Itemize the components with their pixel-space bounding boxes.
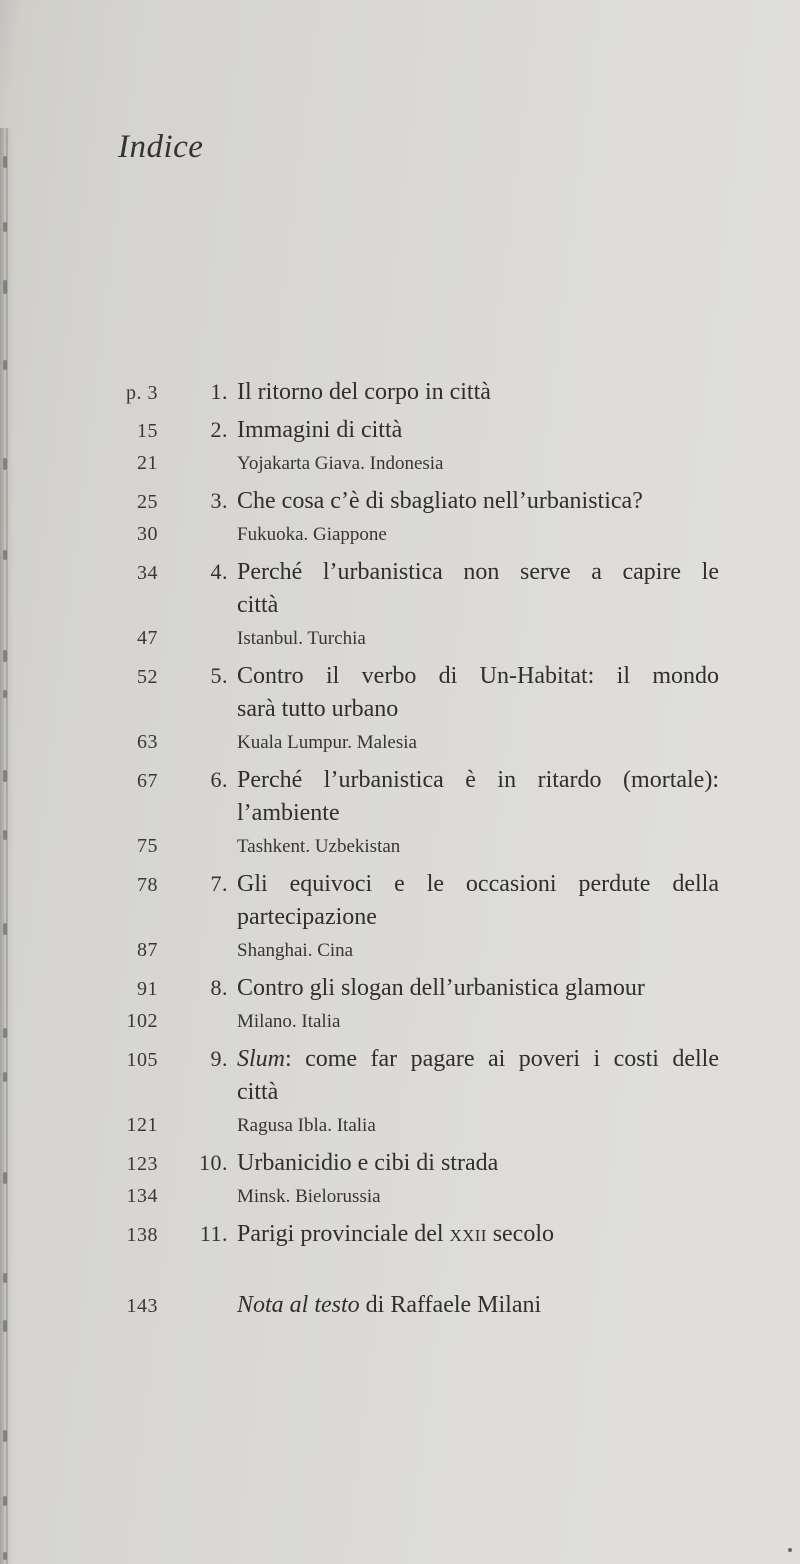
toc-entry-title	[237, 868, 719, 934]
toc-entry	[112, 830, 800, 863]
toc-page-number: 105	[126, 1049, 158, 1071]
toc-page-number: 47	[137, 627, 158, 649]
toc-title-segment: Perché l’urbanistica è in ritardo (mortale):	[237, 767, 719, 793]
toc-page-number: 134	[126, 1185, 158, 1207]
toc-entry-title-line	[237, 556, 719, 589]
toc-page-number: 102	[126, 1010, 158, 1032]
toc-entry	[112, 518, 800, 551]
binding-tick	[3, 360, 7, 370]
toc-page-number: 91	[137, 978, 158, 1000]
toc-title-segment: partecipazione	[237, 904, 377, 930]
page-binding-line	[6, 128, 8, 1564]
toc-chapter-number: 3.	[210, 488, 228, 513]
toc-entry	[112, 1180, 800, 1213]
toc-entry-title-line	[237, 518, 719, 551]
toc-entry-title	[237, 1289, 719, 1322]
toc-entry-title-line	[237, 1147, 719, 1180]
toc-entry	[112, 726, 800, 759]
toc-title-segment: xxii	[449, 1221, 487, 1247]
toc-page-number: 78	[137, 874, 158, 896]
binding-tick	[3, 1320, 7, 1332]
toc-chapter-number: 1.	[210, 379, 228, 404]
toc-entry-title-line	[237, 622, 719, 655]
toc-title-segment: Immagini di città	[237, 417, 403, 443]
toc-entry-title-line	[237, 830, 719, 863]
toc-entry-title	[237, 830, 719, 863]
toc-entry-title-line	[237, 1289, 719, 1322]
toc-entry-title-line	[237, 485, 719, 518]
toc-entry-title	[237, 518, 719, 551]
toc-entry-title	[237, 726, 719, 759]
toc-title-segment: Nota al testo	[237, 1292, 360, 1318]
toc-title-segment: Ragusa Ibla. Italia	[237, 1115, 376, 1136]
toc-entry-title-line	[237, 447, 719, 480]
toc-entry-title	[237, 1218, 719, 1251]
toc-entry-title-line	[237, 693, 719, 726]
toc-title-segment: Yojakarta Giava. Indonesia	[237, 453, 444, 474]
binding-tick	[3, 1172, 7, 1184]
toc-entry-title	[237, 447, 719, 480]
toc-entry-title	[237, 972, 719, 1005]
toc-entry-title	[237, 1109, 719, 1142]
binding-tick	[3, 1028, 7, 1038]
toc-title-segment: città	[237, 592, 279, 618]
toc-entry-title-line	[237, 901, 719, 934]
toc-entry-title	[237, 764, 719, 830]
toc-entry-title-line	[237, 1005, 719, 1038]
toc-page-number: 21	[137, 452, 158, 474]
toc-entry	[112, 556, 800, 622]
binding-tick	[3, 1430, 7, 1442]
toc-chapter-number: 8.	[210, 975, 228, 1000]
toc-entry-title-line	[237, 726, 719, 759]
toc-entry-title	[237, 414, 719, 447]
toc-title-segment: città	[237, 1079, 279, 1105]
toc-title-segment: Slum	[237, 1046, 285, 1072]
toc-title-segment: di Raffaele Milani	[359, 1292, 542, 1318]
toc-entry-title-line	[237, 934, 719, 967]
binding-tick	[3, 770, 7, 782]
binding-tick	[3, 550, 7, 560]
toc-entry-title	[237, 934, 719, 967]
toc-entry	[112, 934, 800, 967]
toc-title-segment: Kuala Lumpur. Malesia	[237, 732, 417, 753]
toc-title-segment: sarà tutto urbano	[237, 696, 399, 722]
toc-title-segment: Shanghai. Cina	[237, 940, 354, 961]
toc-title-segment: : come far pagare ai poveri i costi delle	[285, 1046, 719, 1072]
toc-page-number: 63	[137, 731, 158, 753]
toc-entry	[112, 1289, 800, 1322]
toc-title-segment: Contro il verbo di Un-Habitat: il mondo	[237, 663, 719, 689]
toc-entry-title	[237, 376, 719, 409]
toc-entry-title	[237, 1147, 719, 1180]
toc-chapter-number: 5.	[210, 663, 228, 688]
toc-title-segment: Contro gli slogan dell’urbanistica glamour	[237, 975, 645, 1001]
toc-title-segment: l’ambiente	[237, 800, 340, 826]
toc-title-segment: Gli equivoci e le occasioni perdute della	[237, 871, 719, 897]
toc-page-number: 121	[126, 1114, 158, 1136]
binding-tick	[3, 222, 7, 232]
toc-entry	[112, 1043, 800, 1109]
binding-tick	[3, 1496, 7, 1506]
toc-title-segment: Parigi provinciale del	[237, 1221, 450, 1247]
toc-chapter-number: 9.	[210, 1046, 228, 1071]
toc-title-segment: secolo	[486, 1221, 554, 1247]
toc-entry-title	[237, 622, 719, 655]
toc-entry	[112, 660, 800, 726]
toc-entry-title	[237, 1005, 719, 1038]
binding-tick	[3, 690, 7, 698]
toc-entry	[112, 447, 800, 480]
toc-entry	[112, 1218, 800, 1251]
toc-title-segment: Fukuoka. Giappone	[237, 524, 387, 545]
toc-entry-title-line	[237, 1109, 719, 1142]
toc-entry-title	[237, 660, 719, 726]
paper-speck	[788, 1548, 792, 1552]
toc-page-number: 143	[126, 1295, 158, 1317]
binding-tick	[3, 1552, 7, 1560]
toc-title-segment: Minsk. Bielorussia	[237, 1186, 381, 1207]
toc-entry	[112, 868, 800, 934]
binding-tick	[3, 650, 7, 662]
toc-page-number: 34	[137, 562, 158, 584]
toc-entry	[112, 764, 800, 830]
toc-title-segment: Tashkent. Uzbekistan	[237, 836, 401, 857]
toc-entry	[112, 376, 800, 409]
toc-entry	[112, 1147, 800, 1180]
binding-tick	[3, 280, 7, 294]
toc-chapter-number: 2.	[210, 417, 228, 442]
toc-chapter-number: 6.	[210, 767, 228, 792]
toc-entry-title-line	[237, 797, 719, 830]
toc-chapter-number: 4.	[210, 559, 228, 584]
toc-page-number: 25	[137, 491, 158, 513]
toc-entry-title	[237, 485, 719, 518]
toc-entry	[112, 1005, 800, 1038]
toc-entry	[112, 972, 800, 1005]
toc-page-number: 15	[137, 420, 158, 442]
page-title: Indice	[118, 129, 204, 165]
toc-entry-title	[237, 556, 719, 622]
binding-tick	[3, 1273, 7, 1283]
toc-entry-title-line	[237, 764, 719, 797]
binding-tick	[3, 156, 7, 168]
toc-entry-title-line	[237, 376, 719, 409]
toc-entry-title	[237, 1180, 719, 1213]
toc-chapter-number: 7.	[210, 871, 228, 896]
toc-entry-title-line	[237, 589, 719, 622]
toc-entry	[112, 1109, 800, 1142]
toc-entry-title-line	[237, 1043, 719, 1076]
toc-page-number: 87	[137, 939, 158, 961]
toc-page-number: 138	[126, 1224, 158, 1246]
toc-entry	[112, 485, 800, 518]
toc-page-number: 67	[137, 770, 158, 792]
toc-entry-title-line	[237, 1076, 719, 1109]
toc-page-number: p. 3	[126, 382, 158, 404]
toc-page-number: 52	[137, 666, 158, 688]
toc-title-segment: Milano. Italia	[237, 1011, 341, 1032]
toc-entry-title-line	[237, 1218, 719, 1251]
toc-title-segment: Urbanicidio e cibi di strada	[237, 1150, 499, 1176]
table-of-contents	[112, 376, 800, 1322]
toc-entry-title-line	[237, 660, 719, 693]
toc-title-segment: Che cosa c’è di sbagliato nell’urbanistica?	[237, 488, 643, 514]
binding-tick	[3, 1072, 7, 1082]
toc-page-number: 123	[126, 1153, 158, 1175]
binding-tick	[3, 830, 7, 840]
binding-tick	[3, 458, 7, 470]
toc-entry-title	[237, 1043, 719, 1109]
toc-title-segment: Il ritorno del corpo in città	[237, 379, 491, 405]
binding-tick	[3, 923, 7, 935]
toc-entry-title-line	[237, 972, 719, 1005]
toc-entry-title-line	[237, 868, 719, 901]
toc-entry-title-line	[237, 414, 719, 447]
toc-entry	[112, 622, 800, 655]
toc-chapter-number: 11.	[199, 1221, 228, 1246]
toc-title-segment: Perché l’urbanistica non serve a capire le	[237, 559, 719, 585]
toc-entry	[112, 414, 800, 447]
toc-page-number: 30	[137, 523, 158, 545]
toc-title-segment: Istanbul. Turchia	[237, 628, 366, 649]
toc-page-number: 75	[137, 835, 158, 857]
toc-entry-title-line	[237, 1180, 719, 1213]
toc-chapter-number: 10.	[199, 1150, 228, 1175]
